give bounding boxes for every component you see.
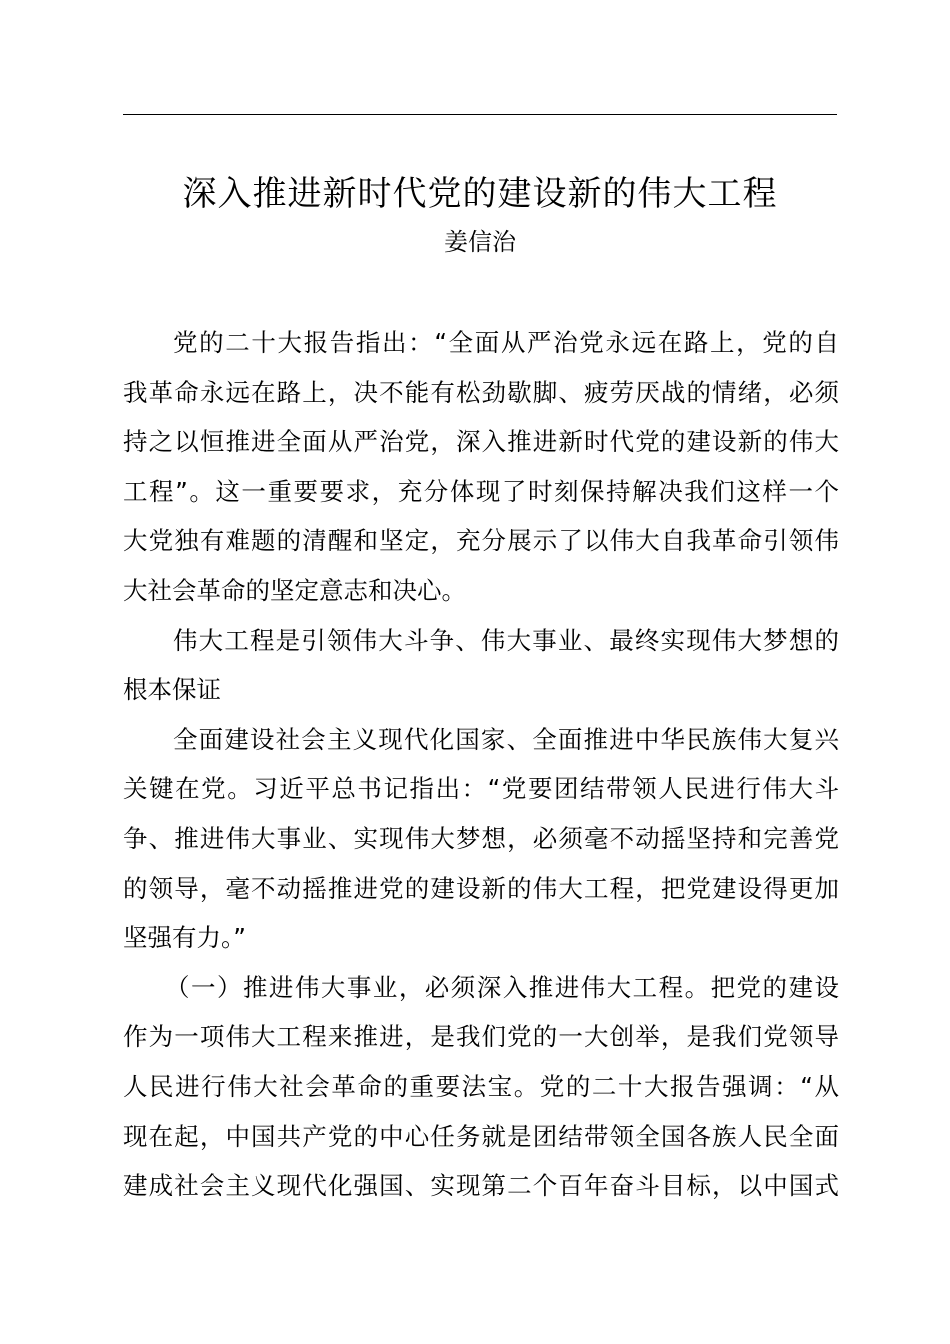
article-body	[123, 318, 839, 1211]
text-line: 党的二十大报告指出：“全面从严治党永远在路上，党的自	[173, 328, 839, 357]
text-line: 的领导，毫不动摇推进党的建设新的伟大工程，把党建设得更加	[123, 873, 839, 903]
text-line: 作为一项伟大工程来推进，是我们党的一大创举，是我们党领导	[123, 1022, 839, 1052]
page-title: 深入推进新时代党的建设新的伟大工程	[182, 174, 778, 214]
paragraph	[123, 963, 839, 1211]
text-line: 人民进行伟大社会革命的重要法宝。党的二十大报告强调：“从	[123, 1071, 839, 1101]
text-line: 我革命永远在路上，决不能有松劲歇脚、疲劳厌战的情绪，必须	[123, 377, 839, 407]
header-rule	[123, 114, 837, 115]
text-line: 大社会革命的坚定意志和决心。	[123, 575, 466, 605]
text-line: （一）推进伟大事业，必须深入推进伟大工程。把党的建设	[165, 972, 839, 1002]
text-line: 大党独有难题的清醒和坚定，充分展示了以伟大自我革命引领伟	[123, 526, 839, 556]
text-line: 持之以恒推进全面从严治党，深入推进新时代党的建设新的伟大	[123, 427, 839, 457]
author-name: 姜信治	[444, 228, 516, 256]
text-line: 工程”。这一重要要求，充分体现了时刻保持解决我们这样一个	[123, 476, 839, 506]
paragraph	[123, 715, 839, 963]
text-line: 关键在党。习近平总书记指出：“党要团结带领人民进行伟大斗	[123, 774, 839, 804]
text-line: 建成社会主义现代化强国、实现第二个百年奋斗目标，以中国式	[123, 1171, 839, 1201]
paragraph	[123, 318, 839, 616]
text-line: 伟大工程是引领伟大斗争、伟大事业、最终实现伟大梦想的	[173, 625, 839, 655]
text-line: 争、推进伟大事业、实现伟大梦想，必须毫不动摇坚持和完善党	[123, 823, 839, 853]
text-line: 根本保证	[123, 675, 221, 705]
section-heading	[123, 616, 839, 715]
text-line: 现在起，中国共产党的中心任务就是团结带领全国各族人民全面	[123, 1121, 839, 1151]
text-line: 坚强有力。”	[123, 923, 246, 953]
text-line: 全面建设社会主义现代化国家、全面推进中华民族伟大复兴	[173, 724, 839, 754]
